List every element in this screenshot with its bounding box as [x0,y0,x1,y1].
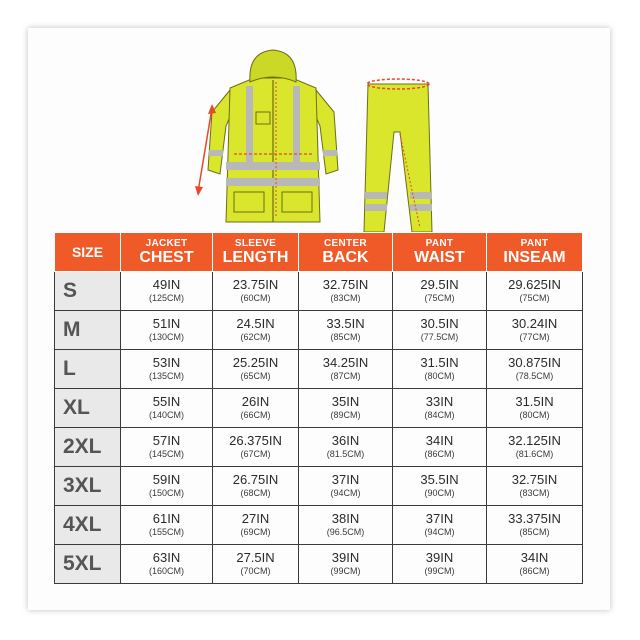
measurement-cell [213,506,299,545]
size-label: S [55,272,121,311]
measurement-cell [393,545,487,584]
size-label: L [55,350,121,389]
cm-value: (80CM) [519,409,550,420]
cm-value: (96.5CM) [326,526,365,537]
measurement-cell [213,545,299,584]
inch-value: 35.5IN [420,472,459,488]
table-row [55,506,583,545]
measurement-cell [487,350,583,389]
measurement-cell [213,311,299,350]
inch-value: 51IN [152,316,181,332]
cm-value: (87CM) [330,370,361,381]
size-chart-table [54,232,583,584]
size-label: 5XL [55,545,121,584]
inch-value: 36IN [331,433,360,449]
measurement-cell [393,389,487,428]
measurement-cell [299,428,393,467]
cm-value: (125CM) [148,292,184,303]
size-label: 3XL [55,467,121,506]
cm-value: (94CM) [424,526,455,537]
measurement-cell [213,350,299,389]
measurement-cell [299,467,393,506]
cm-value: (66CM) [240,409,271,420]
measurement-cell [487,467,583,506]
header-sleeve-length: SLEEVE LENGTH [213,233,299,272]
measurement-cell [487,545,583,584]
cm-value: (86CM) [424,448,455,459]
cm-value: (78.5CM) [515,370,554,381]
cm-value: (62CM) [240,331,271,342]
measurement-cell [487,428,583,467]
size-label: XL [55,389,121,428]
measurement-cell [121,506,213,545]
cm-value: (69CM) [240,526,271,537]
measurement-cell [393,428,487,467]
inch-value: 23.75IN [232,277,279,293]
inch-value: 39IN [331,550,360,566]
measurement-cell [299,506,393,545]
cm-value: (77CM) [519,331,550,342]
measurement-cell [487,389,583,428]
inch-value: 61IN [152,511,181,527]
table-row [55,545,583,584]
cm-value: (80CM) [424,370,455,381]
inch-value: 27.5IN [236,550,275,566]
measurement-cell [121,272,213,311]
inch-value: 29.5IN [420,277,459,293]
cm-value: (85CM) [519,526,550,537]
measurement-cell [121,311,213,350]
cm-value: (130CM) [148,331,184,342]
cm-value: (68CM) [240,487,271,498]
inch-value: 26.375IN [229,433,282,449]
inch-value: 33.5IN [326,316,365,332]
header-pant-waist: PANT WAIST [393,233,487,272]
inch-value: 32.75IN [511,472,558,488]
table-row [55,428,583,467]
inch-value: 30.875IN [508,355,561,371]
measurement-cell [121,545,213,584]
inch-value: 31.5IN [420,355,459,371]
inch-value: 33.375IN [508,511,561,527]
header-row [55,233,583,272]
cm-value: (70CM) [240,565,271,576]
measurement-cell [393,467,487,506]
cm-value: (89CM) [330,409,361,420]
hi-vis-jacket-icon [195,50,338,222]
cm-value: (160CM) [148,565,184,576]
inch-value: 30.24IN [511,316,558,332]
inch-value: 37IN [425,511,454,527]
size-label: M [55,311,121,350]
cm-value: (135CM) [148,370,184,381]
cm-value: (77.5CM) [420,331,459,342]
inch-value: 34IN [425,433,454,449]
inch-value: 32.75IN [322,277,369,293]
hi-vis-pants-icon [364,79,432,232]
header-size: SIZE [55,233,121,272]
inch-value: 30.5IN [420,316,459,332]
measurement-cell [213,272,299,311]
inch-value: 38IN [331,511,360,527]
inch-value: 49IN [152,277,181,293]
inch-value: 34IN [520,550,549,566]
measurement-cell [487,311,583,350]
header-center-back: CENTER BACK [299,233,393,272]
table-row [55,467,583,506]
cm-value: (83CM) [330,292,361,303]
measurement-cell [121,350,213,389]
inch-value: 55IN [152,394,181,410]
inch-value: 53IN [152,355,181,371]
cm-value: (81.5CM) [326,448,365,459]
inch-value: 59IN [152,472,181,488]
inch-value: 29.625IN [508,277,561,293]
cm-value: (85CM) [330,331,361,342]
cm-value: (75CM) [519,292,550,303]
cm-value: (75CM) [424,292,455,303]
cm-value: (65CM) [240,370,271,381]
measurement-cell [393,311,487,350]
measurement-cell [213,467,299,506]
measurement-cell [393,350,487,389]
inch-value: 25.25IN [232,355,279,371]
table-row [55,389,583,428]
measurement-cell [121,428,213,467]
inch-value: 63IN [152,550,181,566]
inch-value: 32.125IN [508,433,561,449]
measurement-cell [393,506,487,545]
cm-value: (81.6CM) [515,448,554,459]
cm-value: (94CM) [330,487,361,498]
measurement-cell [299,545,393,584]
inch-value: 33IN [425,394,454,410]
inch-value: 57IN [152,433,181,449]
table-row [55,350,583,389]
inch-value: 39IN [425,550,454,566]
measurement-cell [299,311,393,350]
cm-value: (145CM) [148,448,184,459]
measurement-cell [487,506,583,545]
inch-value: 26.75IN [232,472,279,488]
cm-value: (60CM) [240,292,271,303]
inch-value: 37IN [331,472,360,488]
cm-value: (83CM) [519,487,550,498]
cm-value: (140CM) [148,409,184,420]
cm-value: (90CM) [424,487,455,498]
cm-value: (99CM) [330,565,361,576]
header-jacket-chest: JACKET CHEST [121,233,213,272]
header-pant-inseam: PANT INSEAM [487,233,583,272]
size-label: 4XL [55,506,121,545]
measurement-cell [393,272,487,311]
inch-value: 24.5IN [236,316,275,332]
size-chart-card [28,28,610,610]
cm-value: (84CM) [424,409,455,420]
size-label: 2XL [55,428,121,467]
measurement-cell [487,272,583,311]
measurement-cell [299,350,393,389]
measurement-cell [213,389,299,428]
inch-value: 34.25IN [322,355,369,371]
cm-value: (150CM) [148,487,184,498]
inch-value: 35IN [331,394,360,410]
inch-value: 27IN [241,511,270,527]
cm-value: (67CM) [240,448,271,459]
cm-value: (99CM) [424,565,455,576]
cm-value: (86CM) [519,565,550,576]
measurement-cell [299,389,393,428]
table-row [55,311,583,350]
measurement-cell [213,428,299,467]
measurement-cell [121,389,213,428]
inch-value: 31.5IN [515,394,554,410]
measurement-cell [299,272,393,311]
inch-value: 26IN [241,394,270,410]
cm-value: (155CM) [148,526,184,537]
measurement-cell [121,467,213,506]
table-row [55,272,583,311]
garment-illustration [168,42,458,242]
